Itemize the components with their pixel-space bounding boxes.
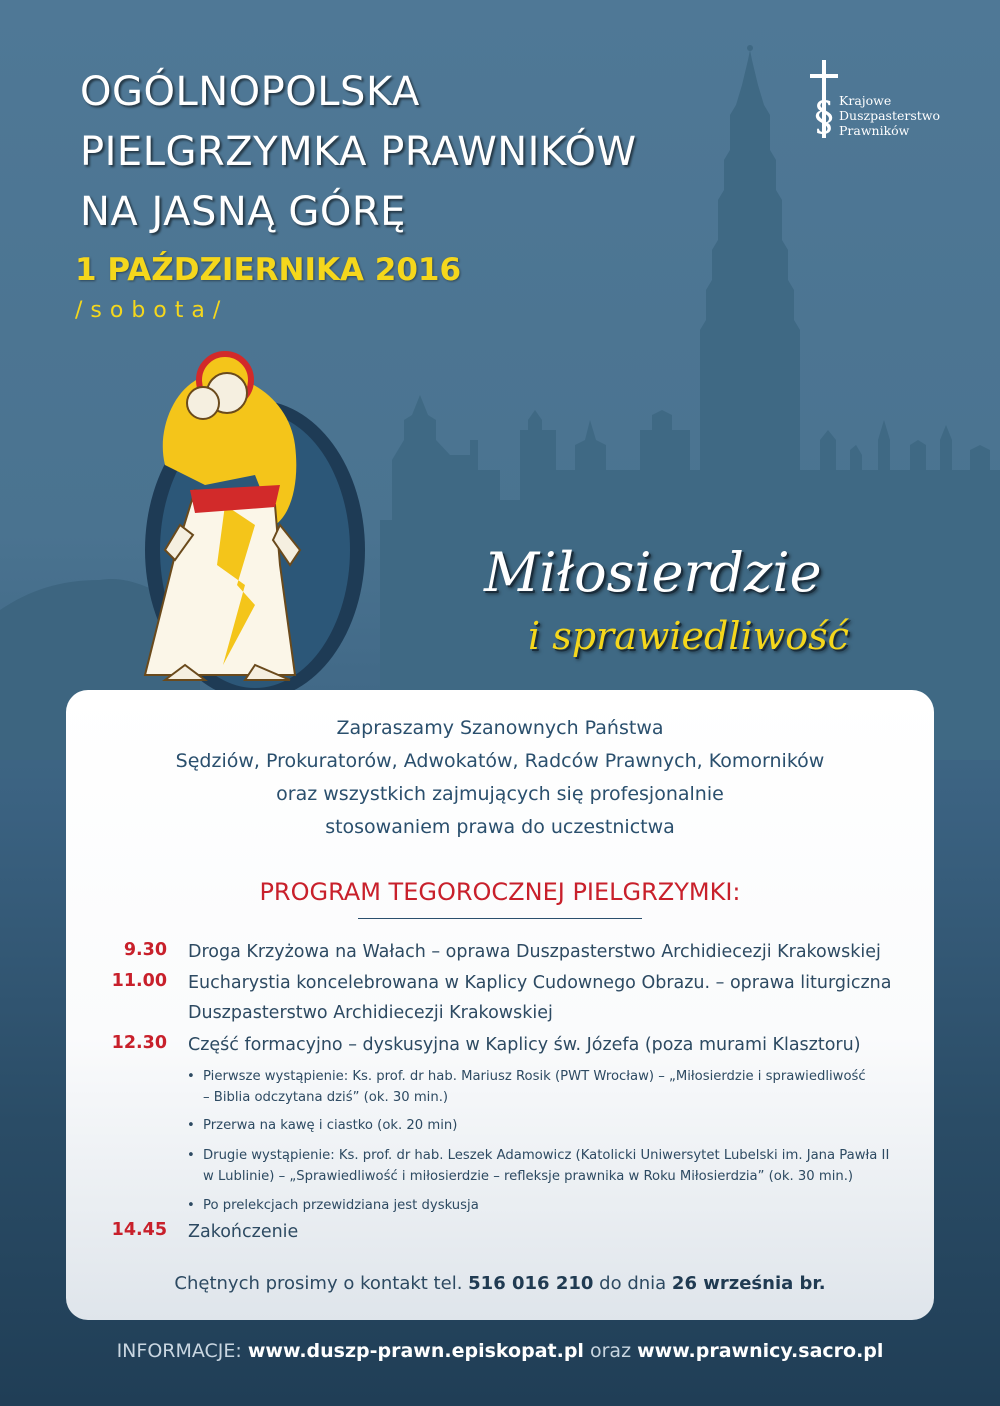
program-sub-item-text [203,1195,901,1216]
program-item-time: 9.30 [123,940,167,960]
program-sub-item-1 [187,1066,901,1108]
program-sub-item-line: Po prelekcjach przewidziana jest dyskusja [203,1198,479,1213]
contact-middle: do dnia [599,1273,667,1294]
jubilee-of-mercy-illustration [105,335,375,695]
program-sub-item-3 [187,1145,901,1187]
logo-line-3: Prawników [839,123,910,138]
bullet-icon: • [187,1118,195,1133]
invitation-line-4: stosowaniem prawa do uczestnictwa [325,816,675,838]
footer-label: INFORMACJE: [116,1340,242,1362]
motto-line-1: Miłosierdzie [484,541,822,604]
page-title [80,62,637,242]
footer-info [0,1340,1000,1362]
program-panel [66,690,934,1320]
contact-info [66,1273,934,1294]
bullet-icon: • [187,1198,195,1213]
program-sub-item-line: Drugie wystąpienie: Ks. prof. dr hab. Leszek Adamowicz (Katolicki Uniwersytet Lubelski im. Jana Pawła II [203,1148,890,1163]
paragraph-symbol: § [814,94,834,140]
title-line-2: PIELGRZYMKA PRAWNIKÓW [80,129,637,175]
contact-phone: 516 016 210 [468,1273,594,1294]
invitation-line-3: oraz wszystkich zajmujących się profesjonalnie [276,783,724,805]
program-sub-item-line: Pierwsze wystąpienie: Ks. prof. dr hab. Mariusz Rosik (PWT Wrocław) – „Miłosierdzie i sprawiedliwość [203,1069,866,1084]
title-line-3: NA JASNĄ GÓRĘ [80,189,406,235]
program-sub-item-line: w Lublinie) – „Sprawiedliwość i miłosierdzie – refleksje prawnika w Roku Miłosierdzia” (ok. 30 min.) [203,1169,854,1184]
program-item-description: Część formacyjno – dyskusyjna w Kaplicy św. Józefa (poza murami Klasztoru) [188,1035,861,1055]
invitation-text [66,712,934,844]
invitation-line-1: Zapraszamy Szanownych Państwa [336,717,664,739]
program-item-description: Zakończenie [188,1222,299,1242]
program-item-time: 12.30 [111,1033,167,1053]
footer-link-sacro[interactable]: www.prawnicy.sacro.pl [637,1340,884,1362]
program-title: PROGRAM TEGOROCZNEJ PIELGRZYMKI: [259,878,741,906]
program-sub-item-text [203,1066,901,1108]
invitation-line-2: Sędziów, Prokuratorów, Adwokatów, Radców Prawnych, Komorników [175,750,825,772]
program-item-time: 11.00 [111,971,167,991]
program-title-divider [358,918,642,919]
logo-line-2: Duszpasterstwo [839,108,941,123]
program-item-description-continued: Duszpasterstwo Archidiecezji Krakowskiej [188,1003,553,1023]
bullet-icon: • [187,1069,195,1084]
logo-line-1: Krajowe [839,93,892,108]
program-sub-item-text [203,1115,901,1136]
event-date: 1 PAŹDZIERNIKA 2016 [75,252,462,288]
program-sub-item-text [203,1145,901,1187]
event-weekday: /sobota/ [75,298,229,323]
program-sub-item-line: – Biblia odczytana dziś” (ok. 30 min.) [203,1090,449,1105]
footer-connector: oraz [589,1340,632,1362]
program-item-description: Eucharystia koncelebrowana w Kaplicy Cudownego Obrazu. – oprawa liturgiczna [188,973,892,993]
program-sub-item-4 [187,1195,901,1216]
bullet-icon: • [187,1148,195,1163]
logo-text [839,93,940,138]
program-item-description: Droga Krzyżowa na Wałach – oprawa Duszpasterstwo Archidiecezji Krakowskiej [188,942,881,962]
program-sub-item-line: Przerwa na kawę i ciastko (ok. 20 min) [203,1118,458,1133]
footer-link-episkopat[interactable]: www.duszp-prawn.episkopat.pl [247,1340,584,1362]
motto-line-2: i sprawiedliwość [528,614,849,658]
program-item-time: 14.45 [111,1220,167,1240]
program-sub-item-2 [187,1115,901,1136]
contact-deadline: 26 września br. [671,1273,826,1294]
title-line-1: OGÓLNOPOLSKA [80,69,420,115]
contact-prefix: Chętnych prosimy o kontakt tel. [174,1273,463,1294]
